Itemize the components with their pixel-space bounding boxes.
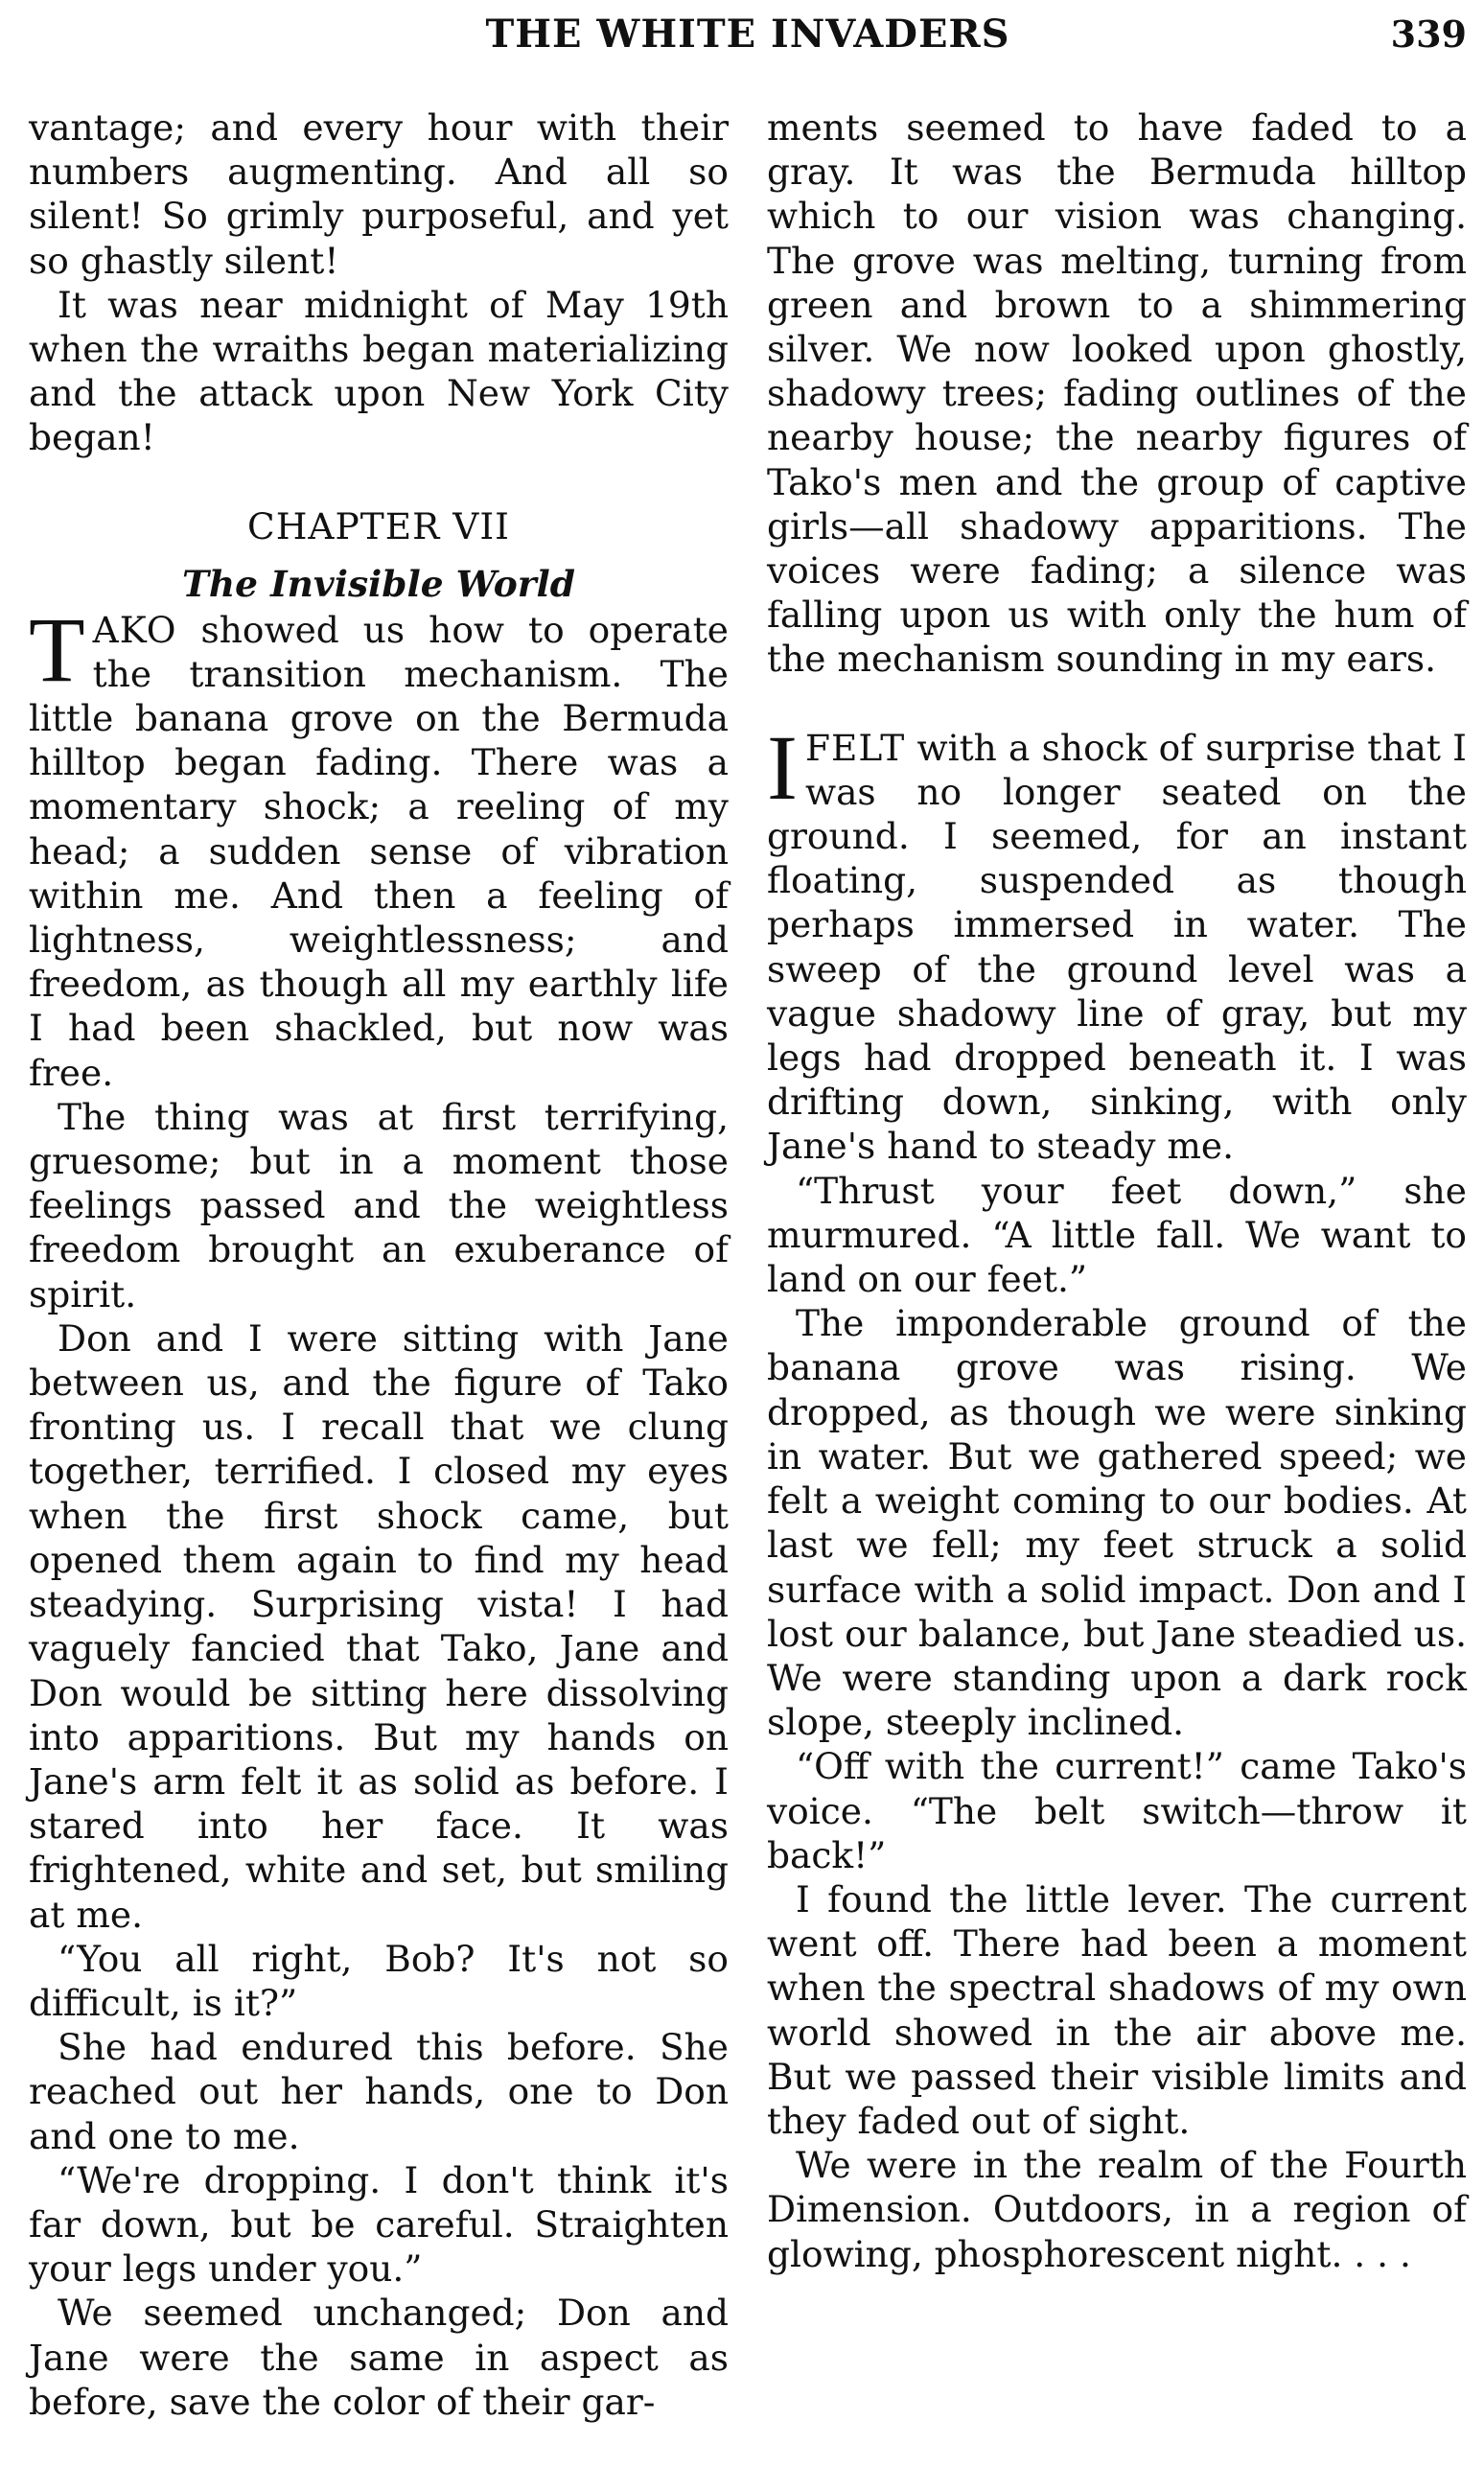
paragraph-with-dropcap	[29, 597, 729, 1095]
paragraph: vantage; and every hour with their numbers augmenting. And all so silent! So grimly purposeful, and yet so ghastly silent!	[29, 106, 729, 282]
left-column	[29, 105, 729, 2424]
paragraph: “We're dropping. I don't think it's far down, but be careful. Straighten your legs under you.”	[29, 2158, 729, 2291]
paragraph-text: with a shock of surprise that I was no longer seated on the ground. I seemed, for an instant floating, suspended as though perhaps immersed in water. The sweep of the ground level was a vague shadowy line of gray, but my legs had dropped beneath it. I was drifting down, sinking, with only Jane's hand to steady me.	[767, 726, 1467, 1168]
paragraph: It was near midnight of May 19th when the wraiths began materializing and the attack upon New York City began!	[29, 283, 729, 459]
paragraph: “You all right, Bob? It's not so difficult, is it?”	[29, 1937, 729, 2024]
paragraph: “Thrust your feet down,” she murmured. “A little fall. We want to land on our feet.”	[767, 1169, 1467, 1301]
drop-cap: I	[767, 715, 798, 819]
chapter-subtitle: The Invisible World	[182, 562, 575, 605]
paragraph: She had endured this before. She reached out her hands, one to Don and one to me.	[29, 2026, 729, 2157]
paragraph: We were in the realm of the Fourth Dimension. Outdoors, in a region of glowing, phosphorescent night. . . .	[767, 2144, 1467, 2275]
running-header	[29, 8, 1467, 61]
paragraph: We seemed unchanged; Don and Jane were the same in aspect as before, save the color of their gar-	[29, 2292, 729, 2423]
paragraph-text: showed us how to operate the transition mechanism. The little banana grove on the Bermuda hilltop began fading. There was a momentary shock; a reeling of my head; a sudden sense of vibration within me. And then a feeling of lightness, weightlessness; and freedom, as though all my earthly life I had been shackled, but now was free.	[29, 608, 729, 1094]
page-number: 339	[1390, 12, 1467, 56]
right-column	[767, 105, 1467, 2276]
running-title: THE WHITE INVADERS	[485, 12, 1010, 57]
lead-in: FELT	[804, 726, 906, 769]
lead-in: AKO	[92, 608, 177, 651]
paragraph: The thing was at first terrifying, gruesome; but in a moment those feelings passed and the weightless freedom brought an exuberance of spirit.	[29, 1095, 729, 1315]
paragraph: ments seemed to have faded to a gray. It was the Bermuda hilltop which to our vision was changing. The grove was melting, turning from green and brown to a shimmering silver. We now looked upon ghostly, shadowy trees; fading outlines of the nearby house; the nearby figures of Tako's men and the group of captive girls—all shadowy apparitions. The voices were fading; a silence was falling upon us with only the hum of the mechanism sounding in my ears.	[767, 106, 1467, 681]
drop-cap: T	[29, 597, 85, 701]
paragraph-with-dropcap	[767, 715, 1467, 1169]
paragraph: The imponderable ground of the banana grove was rising. We dropped, as though we were sinking in water. But we gathered speed; we felt a weight coming to our bodies. At last we fell; my feet struck a solid surface with a solid impact. Don and I lost our balance, but Jane steadied us. We were standing upon a dark rock slope, steeply inclined.	[767, 1302, 1467, 1744]
paragraph: Don and I were sitting with Jane between us, and the figure of Tako fronting us. I recall that we clung together, terrified. I closed my eyes when the first shock came, but opened them again to find my head steadying. Surprising vista! I had vaguely fancied that Tako, Jane and Don would be sitting here dissolving into apparitions. But my hands on Jane's arm felt it as solid as before. I stared into her face. It was frightened, white and set, but smiling at me.	[29, 1316, 729, 1936]
section-break	[767, 682, 1467, 726]
chapter-heading: CHAPTER VII	[247, 504, 510, 547]
paragraph: I found the little lever. The current went off. There had been a moment when the spectral shadows of my own world showed in the air above me. But we passed their visible limits and they faded out of sight.	[767, 1877, 1467, 2142]
paragraph: “Off with the current!” came Tako's voice. “The belt switch—throw it back!”	[767, 1745, 1467, 1876]
